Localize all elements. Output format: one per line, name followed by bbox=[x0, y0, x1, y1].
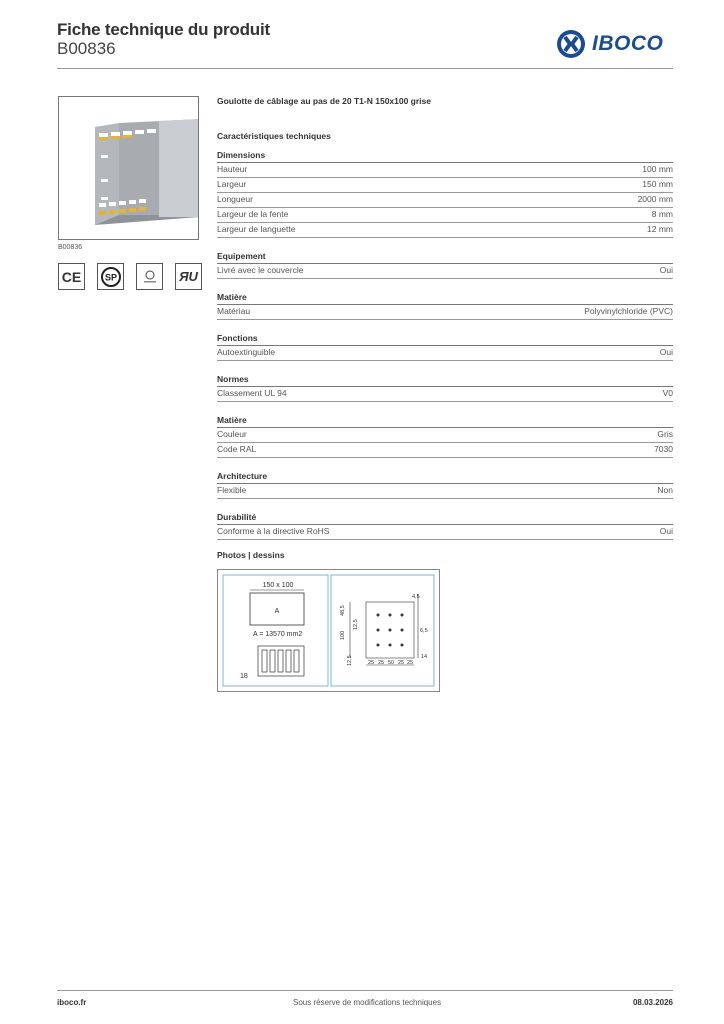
spec-label: Largeur de la fente bbox=[217, 209, 289, 219]
spec-label: Couleur bbox=[217, 429, 247, 439]
spec-group bbox=[217, 292, 673, 320]
brand-logo bbox=[556, 28, 674, 60]
spec-label: Matériau bbox=[217, 306, 251, 316]
spec-value: 2000 mm bbox=[637, 194, 673, 204]
characteristics-heading: Caractéristiques techniques bbox=[217, 131, 331, 141]
spec-row bbox=[217, 264, 673, 279]
area-text: A = 13570 mm2 bbox=[253, 631, 303, 638]
footer-divider bbox=[57, 990, 673, 991]
spec-row bbox=[217, 208, 673, 223]
spec-group bbox=[217, 333, 673, 361]
dim-label: 25 bbox=[378, 660, 385, 666]
spec-row bbox=[217, 443, 673, 458]
spec-value: 100 mm bbox=[642, 164, 673, 174]
dim-label: 14 bbox=[421, 654, 428, 660]
spec-group-title: Fonctions bbox=[217, 333, 673, 346]
comb-height-label: 18 bbox=[240, 673, 248, 680]
spec-value: 8 mm bbox=[651, 209, 673, 219]
spec-group bbox=[217, 415, 673, 458]
product-title: Goulotte de câblage au pas de 20 T1-N 150x100 grise bbox=[217, 96, 432, 106]
ur-mark-icon: ЯU bbox=[175, 263, 202, 290]
spec-label: Largeur de languette bbox=[217, 224, 296, 234]
spec-row bbox=[217, 387, 673, 402]
cross-section-label: 150 x 100 bbox=[262, 582, 294, 589]
dim-label: 48,5 bbox=[340, 605, 346, 616]
spec-value: 150 mm bbox=[642, 179, 673, 189]
spec-label: Longueur bbox=[217, 194, 253, 204]
csa-mark-icon bbox=[97, 263, 124, 290]
spec-content bbox=[217, 96, 673, 540]
product-code: B00836 bbox=[57, 39, 116, 58]
page-title: Fiche technique du produit bbox=[57, 20, 270, 39]
svg-text:SP: SP bbox=[104, 272, 117, 282]
technical-drawing bbox=[217, 569, 440, 692]
header-divider bbox=[57, 68, 673, 69]
spec-row bbox=[217, 484, 673, 499]
area-letter: A bbox=[274, 608, 280, 615]
photo-caption: B00836 bbox=[58, 244, 83, 251]
spec-value: Oui bbox=[659, 265, 673, 275]
spec-group-title: Architecture bbox=[217, 471, 673, 484]
dim-label: 12,5 bbox=[347, 655, 353, 666]
spec-row bbox=[217, 223, 673, 238]
spec-group-title: Equipement bbox=[217, 251, 673, 264]
spec-label: Hauteur bbox=[217, 164, 248, 174]
spec-row bbox=[217, 305, 673, 320]
dim-label: 100 bbox=[340, 630, 346, 640]
spec-row bbox=[217, 178, 673, 193]
spec-value: 7030 bbox=[654, 444, 673, 454]
spec-group-title: Normes bbox=[217, 374, 673, 387]
spec-group bbox=[217, 512, 673, 540]
dim-label: 25 bbox=[368, 660, 375, 666]
certification-logos bbox=[58, 263, 202, 290]
spec-value: V0 bbox=[662, 388, 673, 398]
spec-group-title: Durabilité bbox=[217, 512, 673, 525]
spec-value: Non bbox=[657, 485, 673, 495]
spec-label: Conforme à la directive RoHS bbox=[217, 526, 330, 536]
photos-heading: Photos | dessins bbox=[217, 550, 285, 560]
spec-group bbox=[217, 251, 673, 279]
footer-website: iboco.fr bbox=[57, 998, 87, 1007]
spec-value: Gris bbox=[657, 429, 673, 439]
spec-value: Polyvinylchloride (PVC) bbox=[584, 306, 673, 316]
spec-row bbox=[217, 428, 673, 443]
spec-label: Classement UL 94 bbox=[217, 388, 287, 398]
ce-mark-icon: CE bbox=[58, 263, 85, 290]
spec-value: Oui bbox=[659, 347, 673, 357]
spec-row bbox=[217, 525, 673, 540]
spec-row bbox=[217, 163, 673, 178]
dim-label: 50 bbox=[388, 660, 395, 666]
spec-label: Largeur bbox=[217, 179, 247, 189]
spec-group bbox=[217, 471, 673, 499]
spec-group-title: Dimensions bbox=[217, 150, 673, 163]
spec-row bbox=[217, 193, 673, 208]
spec-group bbox=[217, 374, 673, 402]
spec-label: Flexible bbox=[217, 485, 247, 495]
footer-notice: Sous réserve de modifications techniques bbox=[293, 998, 442, 1007]
spec-label: Autoextinguible bbox=[217, 347, 276, 357]
spec-label: Code RAL bbox=[217, 444, 257, 454]
dim-label: 12,5 bbox=[353, 619, 359, 630]
dim-label: 25 bbox=[407, 660, 414, 666]
spec-row bbox=[217, 346, 673, 361]
spec-group-title: Matière bbox=[217, 415, 673, 428]
ul-recognized-small-icon bbox=[136, 263, 163, 290]
dim-label: 6,5 bbox=[420, 628, 428, 634]
spec-group bbox=[217, 150, 673, 238]
dim-label: 4,5 bbox=[412, 594, 420, 600]
spec-label: Livré avec le couvercle bbox=[217, 265, 304, 275]
logo-text: IBOCO bbox=[592, 32, 664, 55]
dim-label: 25 bbox=[398, 660, 405, 666]
iboco-emblem-icon bbox=[556, 29, 586, 59]
spec-group-title: Matière bbox=[217, 292, 673, 305]
spec-value: 12 mm bbox=[647, 224, 673, 234]
spec-value: Oui bbox=[659, 526, 673, 536]
footer-date: 08.03.2026 bbox=[632, 998, 673, 1007]
product-photo bbox=[58, 96, 199, 240]
